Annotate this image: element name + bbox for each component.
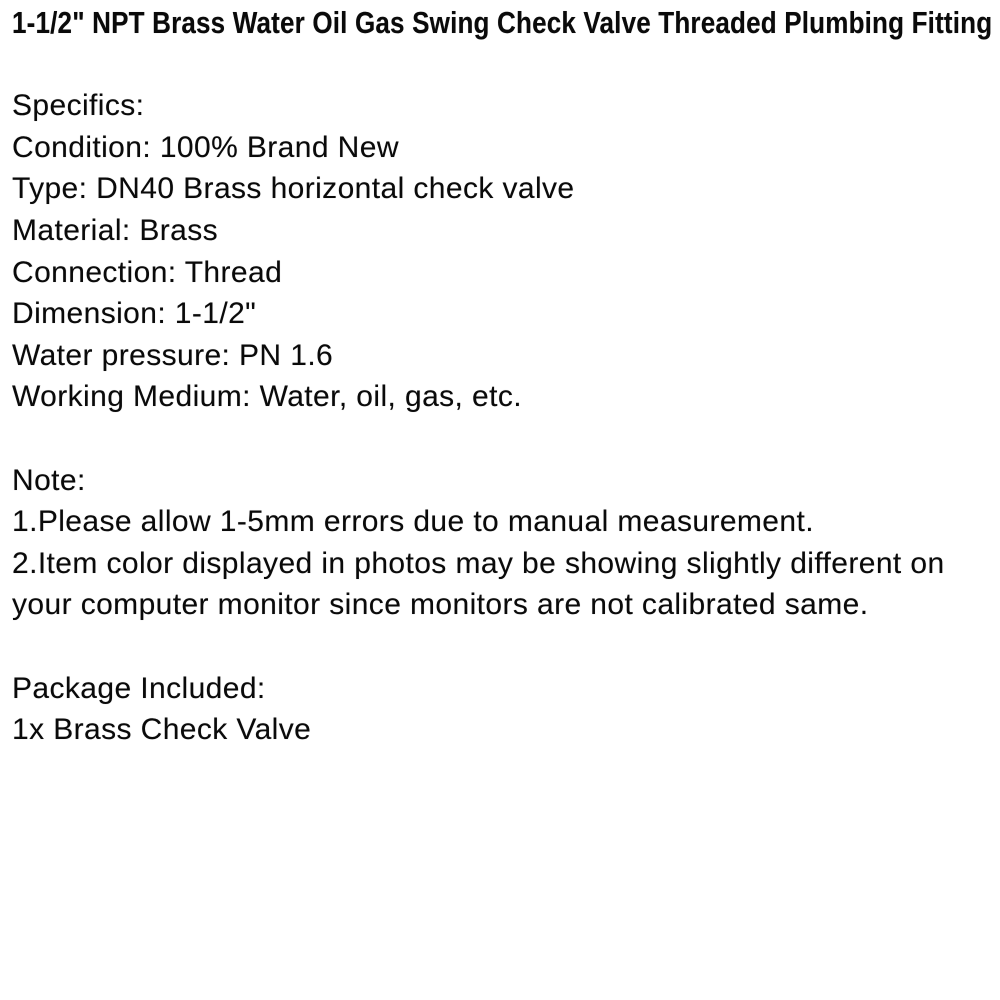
description-line: 1x Brass Check Valve: [12, 713, 312, 747]
description-line: Connection: Thread: [12, 255, 283, 289]
product-title-line: [12, 2, 1000, 44]
description-line: Water pressure: PN 1.6: [12, 338, 334, 372]
section-specifics: [12, 85, 1000, 418]
description-line: Type: DN40 Brass horizontal check valve: [12, 172, 575, 206]
blank-line: [12, 44, 1000, 86]
blank-line: [12, 626, 1000, 668]
section-package: [12, 668, 1000, 751]
product-title: 1-1/2" NPT Brass Water Oil Gas Swing Check Valve Threaded Plumbing Fitting: [12, 5, 993, 40]
description-line: your computer monitor since monitors are not calibrated same.: [12, 588, 869, 622]
description-line: Note:: [12, 463, 86, 497]
description-line: 2.Item color displayed in photos may be showing slightly different on: [12, 546, 945, 580]
description-line: Specifics:: [12, 89, 145, 123]
description-line: Working Medium: Water, oil, gas, etc.: [12, 380, 522, 414]
blank-line: [12, 418, 1000, 460]
description-line: 1.Please allow 1-5mm errors due to manual measurement.: [12, 505, 814, 539]
section-note: [12, 460, 1000, 626]
description-line: Package Included:: [12, 671, 266, 705]
description-line: Dimension: 1-1/2": [12, 297, 257, 331]
description-line: Condition: 100% Brand New: [12, 130, 399, 164]
description-sections: [12, 85, 1000, 751]
description-line: Material: Brass: [12, 213, 219, 247]
